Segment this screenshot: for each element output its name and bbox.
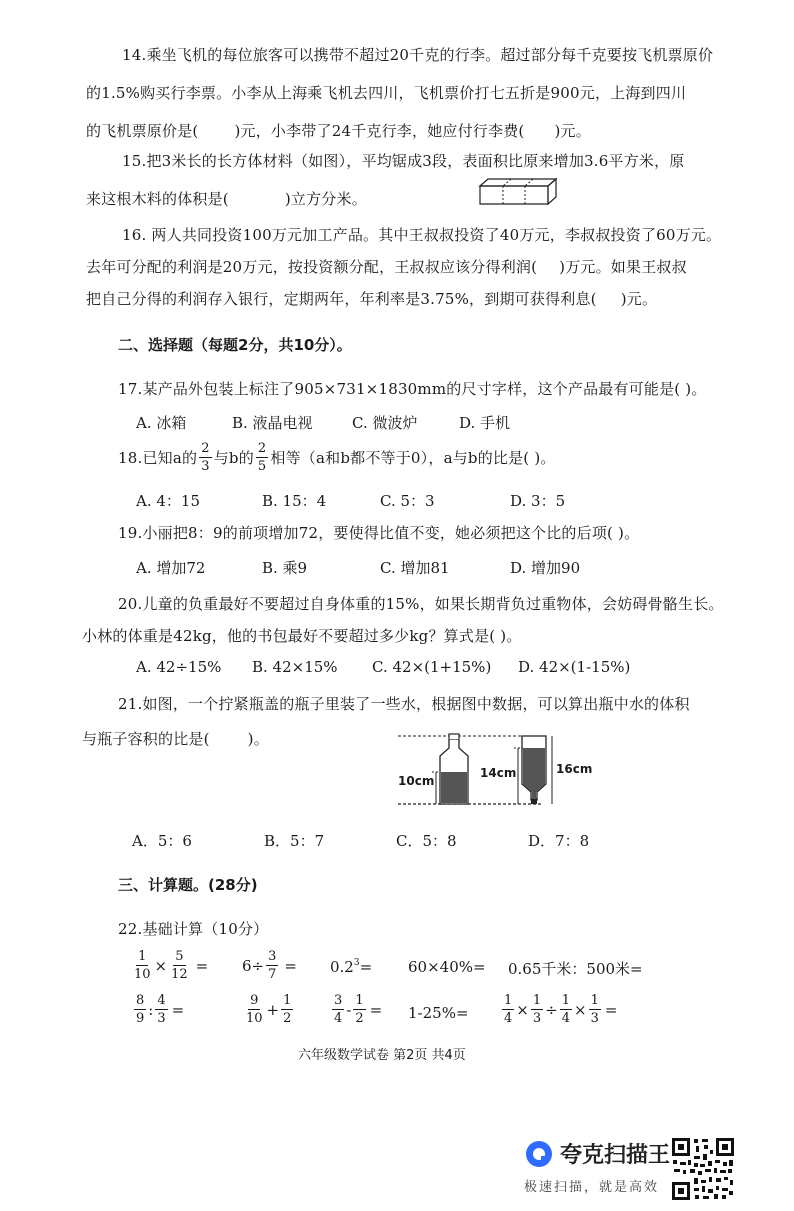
- calc-r1-a-frac-2: $\frac{5}{12}$: [171, 949, 188, 982]
- q16-line2-part-a: 去年可分配的利润是20万元，按投资额分配，王叔叔应该分得利润(: [86, 258, 538, 276]
- calc-r1-a-eq: =: [195, 956, 209, 975]
- q17-stem: 17.某产品外包装上标注了905×731×1830mm的尺寸字样，这个产品最有可能是( )。: [118, 380, 707, 398]
- calc-r1-a: [130, 950, 208, 981]
- q17-option-a[interactable]: A. 冰箱: [136, 414, 187, 432]
- calc-r2-b-op: +: [266, 1000, 280, 1019]
- calc-r2-b-frac-1: $\frac{9}{10}$: [246, 993, 263, 1026]
- q18-option-a[interactable]: A. 4：15: [136, 492, 200, 510]
- calc-r2-b-frac-2: $\frac{1}{2}$: [283, 993, 292, 1026]
- q21-label-16cm: 16cm: [556, 762, 593, 776]
- calc-r2-e-frac-3: $\frac{1}{4}$: [561, 993, 570, 1026]
- q21-line2-part-a: 与瓶子容积的比是(: [82, 730, 210, 748]
- q17-option-c[interactable]: C. 微波炉: [352, 414, 418, 432]
- q20-option-b[interactable]: B. 42×15%: [252, 658, 338, 676]
- calc-r2-d: 1-25%=: [408, 1004, 469, 1022]
- q18-stem-pre: 18.已知a的: [118, 449, 198, 467]
- q19-option-a[interactable]: A. 增加72: [136, 559, 206, 577]
- q16-line2-part-b: )万元。如果王叔叔: [559, 258, 687, 276]
- section-3-heading: 三、计算题。(28分): [118, 876, 258, 894]
- q21-option-b[interactable]: B．5：7: [264, 832, 325, 850]
- calc-r2-e-frac-1: $\frac{1}{4}$: [504, 993, 513, 1026]
- q18-option-d[interactable]: D. 3：5: [510, 492, 566, 510]
- calc-r1-c-base: 0.2: [330, 958, 354, 976]
- q21-label-14cm: 14cm: [480, 766, 517, 780]
- q17-option-d[interactable]: D. 手机: [459, 414, 511, 432]
- calc-r2-b: [242, 994, 295, 1025]
- calc-r2-a-frac-2: $\frac{4}{3}$: [157, 993, 166, 1026]
- calc-r2-e-frac-4: $\frac{1}{3}$: [590, 993, 599, 1026]
- q17-option-b[interactable]: B. 液晶电视: [232, 414, 313, 432]
- q18-stem: [118, 442, 556, 473]
- calc-r2-a-eq: =: [171, 1000, 185, 1019]
- calc-r2-c-frac-2: $\frac{1}{2}$: [355, 993, 364, 1026]
- calc-r1-c: [330, 958, 372, 976]
- q18-option-c[interactable]: C. 5：3: [380, 492, 435, 510]
- q14-line3-part-c: )元。: [554, 122, 591, 140]
- q14-line1: 14.乘坐飞机的每位旅客可以携带不超过20千克的行李。超过部分每千克要按飞机票原价: [122, 46, 714, 64]
- qr-code-icon[interactable]: [670, 1136, 736, 1202]
- calc-r2-a-frac-1: $\frac{8}{9}$: [136, 993, 145, 1026]
- calc-r2-c-op: -: [346, 1000, 352, 1019]
- calc-r2-e-frac-2: $\frac{1}{3}$: [532, 993, 542, 1026]
- calc-r2-c: [330, 994, 382, 1025]
- calc-r2-e-op-1: ×: [516, 1000, 529, 1019]
- q22-title: 22.基础计算（10分）: [118, 920, 269, 938]
- calc-r2-c-eq: =: [369, 1000, 383, 1019]
- q19-option-d[interactable]: D. 增加90: [510, 559, 581, 577]
- calc-r2-e: [500, 994, 617, 1025]
- calc-r2-a-op: :: [148, 1000, 154, 1019]
- q18-option-b[interactable]: B. 15：4: [262, 492, 327, 510]
- cuboid-wood-figure: [478, 176, 558, 206]
- q21-label-10cm: 10cm: [398, 774, 435, 788]
- calc-r1-a-op: ×: [154, 956, 168, 975]
- q14-line3-part-b: )元，小李带了24千克行李，她应付行李费(: [234, 122, 525, 140]
- q16-line3-part-a: 把自己分得的利润存入银行，定期两年，年利率是3.75%，到期可获得利息(: [86, 290, 597, 308]
- calc-r1-b-eq: =: [284, 956, 297, 975]
- calc-r1-c-exp: 3: [353, 958, 360, 968]
- q20-option-a[interactable]: A. 42÷15%: [136, 658, 222, 676]
- calc-r2-a: [132, 994, 184, 1025]
- q19-stem: 19.小丽把8：9的前项增加72，要使得比值不变，她必须把这个比的后项( )。: [118, 524, 640, 542]
- q18-stem-post: 相等（a和b都不等于0），a与b的比是( )。: [270, 449, 556, 467]
- q21-line1: 21.如图，一个拧紧瓶盖的瓶子里装了一些水，根据图中数据，可以算出瓶中水的体积: [118, 695, 690, 713]
- q14-line3: [86, 120, 591, 141]
- calc-r1-b: [242, 950, 297, 981]
- q14-line3-part-a: 的飞机票原价是(: [86, 122, 199, 140]
- q19-option-b[interactable]: B. 乘9: [262, 559, 308, 577]
- calc-r1-e: 0.65千米：500米=: [508, 960, 643, 978]
- q21-line2-part-b: )。: [247, 730, 269, 748]
- q16-line2: [86, 256, 687, 277]
- section-2-heading: 二、选择题（每题2分，共10分）。: [118, 336, 352, 354]
- q21-option-a[interactable]: A．5：6: [132, 832, 192, 850]
- q14-line2: 的1.5%购买行李票。小李从上海乘飞机去四川，飞机票价打七五折是900元，上海到四川: [86, 84, 687, 102]
- watermark-brand-name: 夸克扫描王: [560, 1143, 671, 1168]
- q18-fraction-1: $\frac{2}{3}$: [201, 441, 210, 474]
- scanner-logo-icon: [524, 1139, 554, 1169]
- q19-option-c[interactable]: C. 增加81: [380, 559, 450, 577]
- q15-line2: [86, 188, 367, 209]
- calc-r1-b-pre: 6÷: [242, 956, 265, 975]
- q20-option-d[interactable]: D. 42×(1-15%): [518, 658, 631, 676]
- watermark-slogan: 极速扫描，就是高效: [524, 1180, 660, 1195]
- q15-line2-part-b: )立方分米。: [284, 190, 367, 208]
- q21-option-d[interactable]: D．7：8: [528, 832, 590, 850]
- calc-r2-c-frac-1: $\frac{3}{4}$: [334, 993, 343, 1026]
- q18-fraction-2: $\frac{2}{5}$: [257, 441, 267, 474]
- q20-line1: 20.儿童的负重最好不要超过自身体重的15%，如果长期背负过重物体，会妨碍骨骼生长。: [118, 595, 724, 613]
- calc-r2-e-eq: =: [604, 1000, 618, 1019]
- calc-r1-a-frac-1: $\frac{1}{10}$: [134, 949, 151, 982]
- calc-r2-e-op-2: ÷: [545, 1000, 558, 1019]
- watermark-brand: [524, 1138, 670, 1169]
- q15-line2-part-a: 来这根木料的体积是(: [86, 190, 229, 208]
- calc-r1-d: 60×40%=: [408, 958, 486, 976]
- q16-line3: [86, 288, 657, 309]
- calc-r1-c-eq: =: [359, 958, 373, 976]
- q21-option-c[interactable]: C．5：8: [396, 832, 457, 850]
- q20-option-c[interactable]: C. 42×(1+15%): [372, 658, 492, 676]
- q16-line1: 16. 两人共同投资100万元加工产品。其中王叔叔投资了40万元，李叔叔投资了60万元。: [122, 226, 722, 244]
- q18-stem-mid: 与b的: [213, 449, 254, 467]
- calc-r2-e-op-3: ×: [574, 1000, 587, 1019]
- q15-line1: 15.把3米长的长方体材料（如图），平均锯成3段，表面积比原来增加3.6平方米，原: [122, 152, 685, 170]
- page-footer: 六年级数学试卷 第2页 共4页: [298, 1048, 466, 1063]
- q21-line2: [82, 728, 269, 749]
- q16-line3-part-b: )元。: [620, 290, 658, 308]
- calc-r1-b-frac: $\frac{3}{7}$: [268, 949, 277, 982]
- q20-line2: 小林的体重是42kg，他的书包最好不要超过多少kg？算式是( )。: [82, 627, 522, 645]
